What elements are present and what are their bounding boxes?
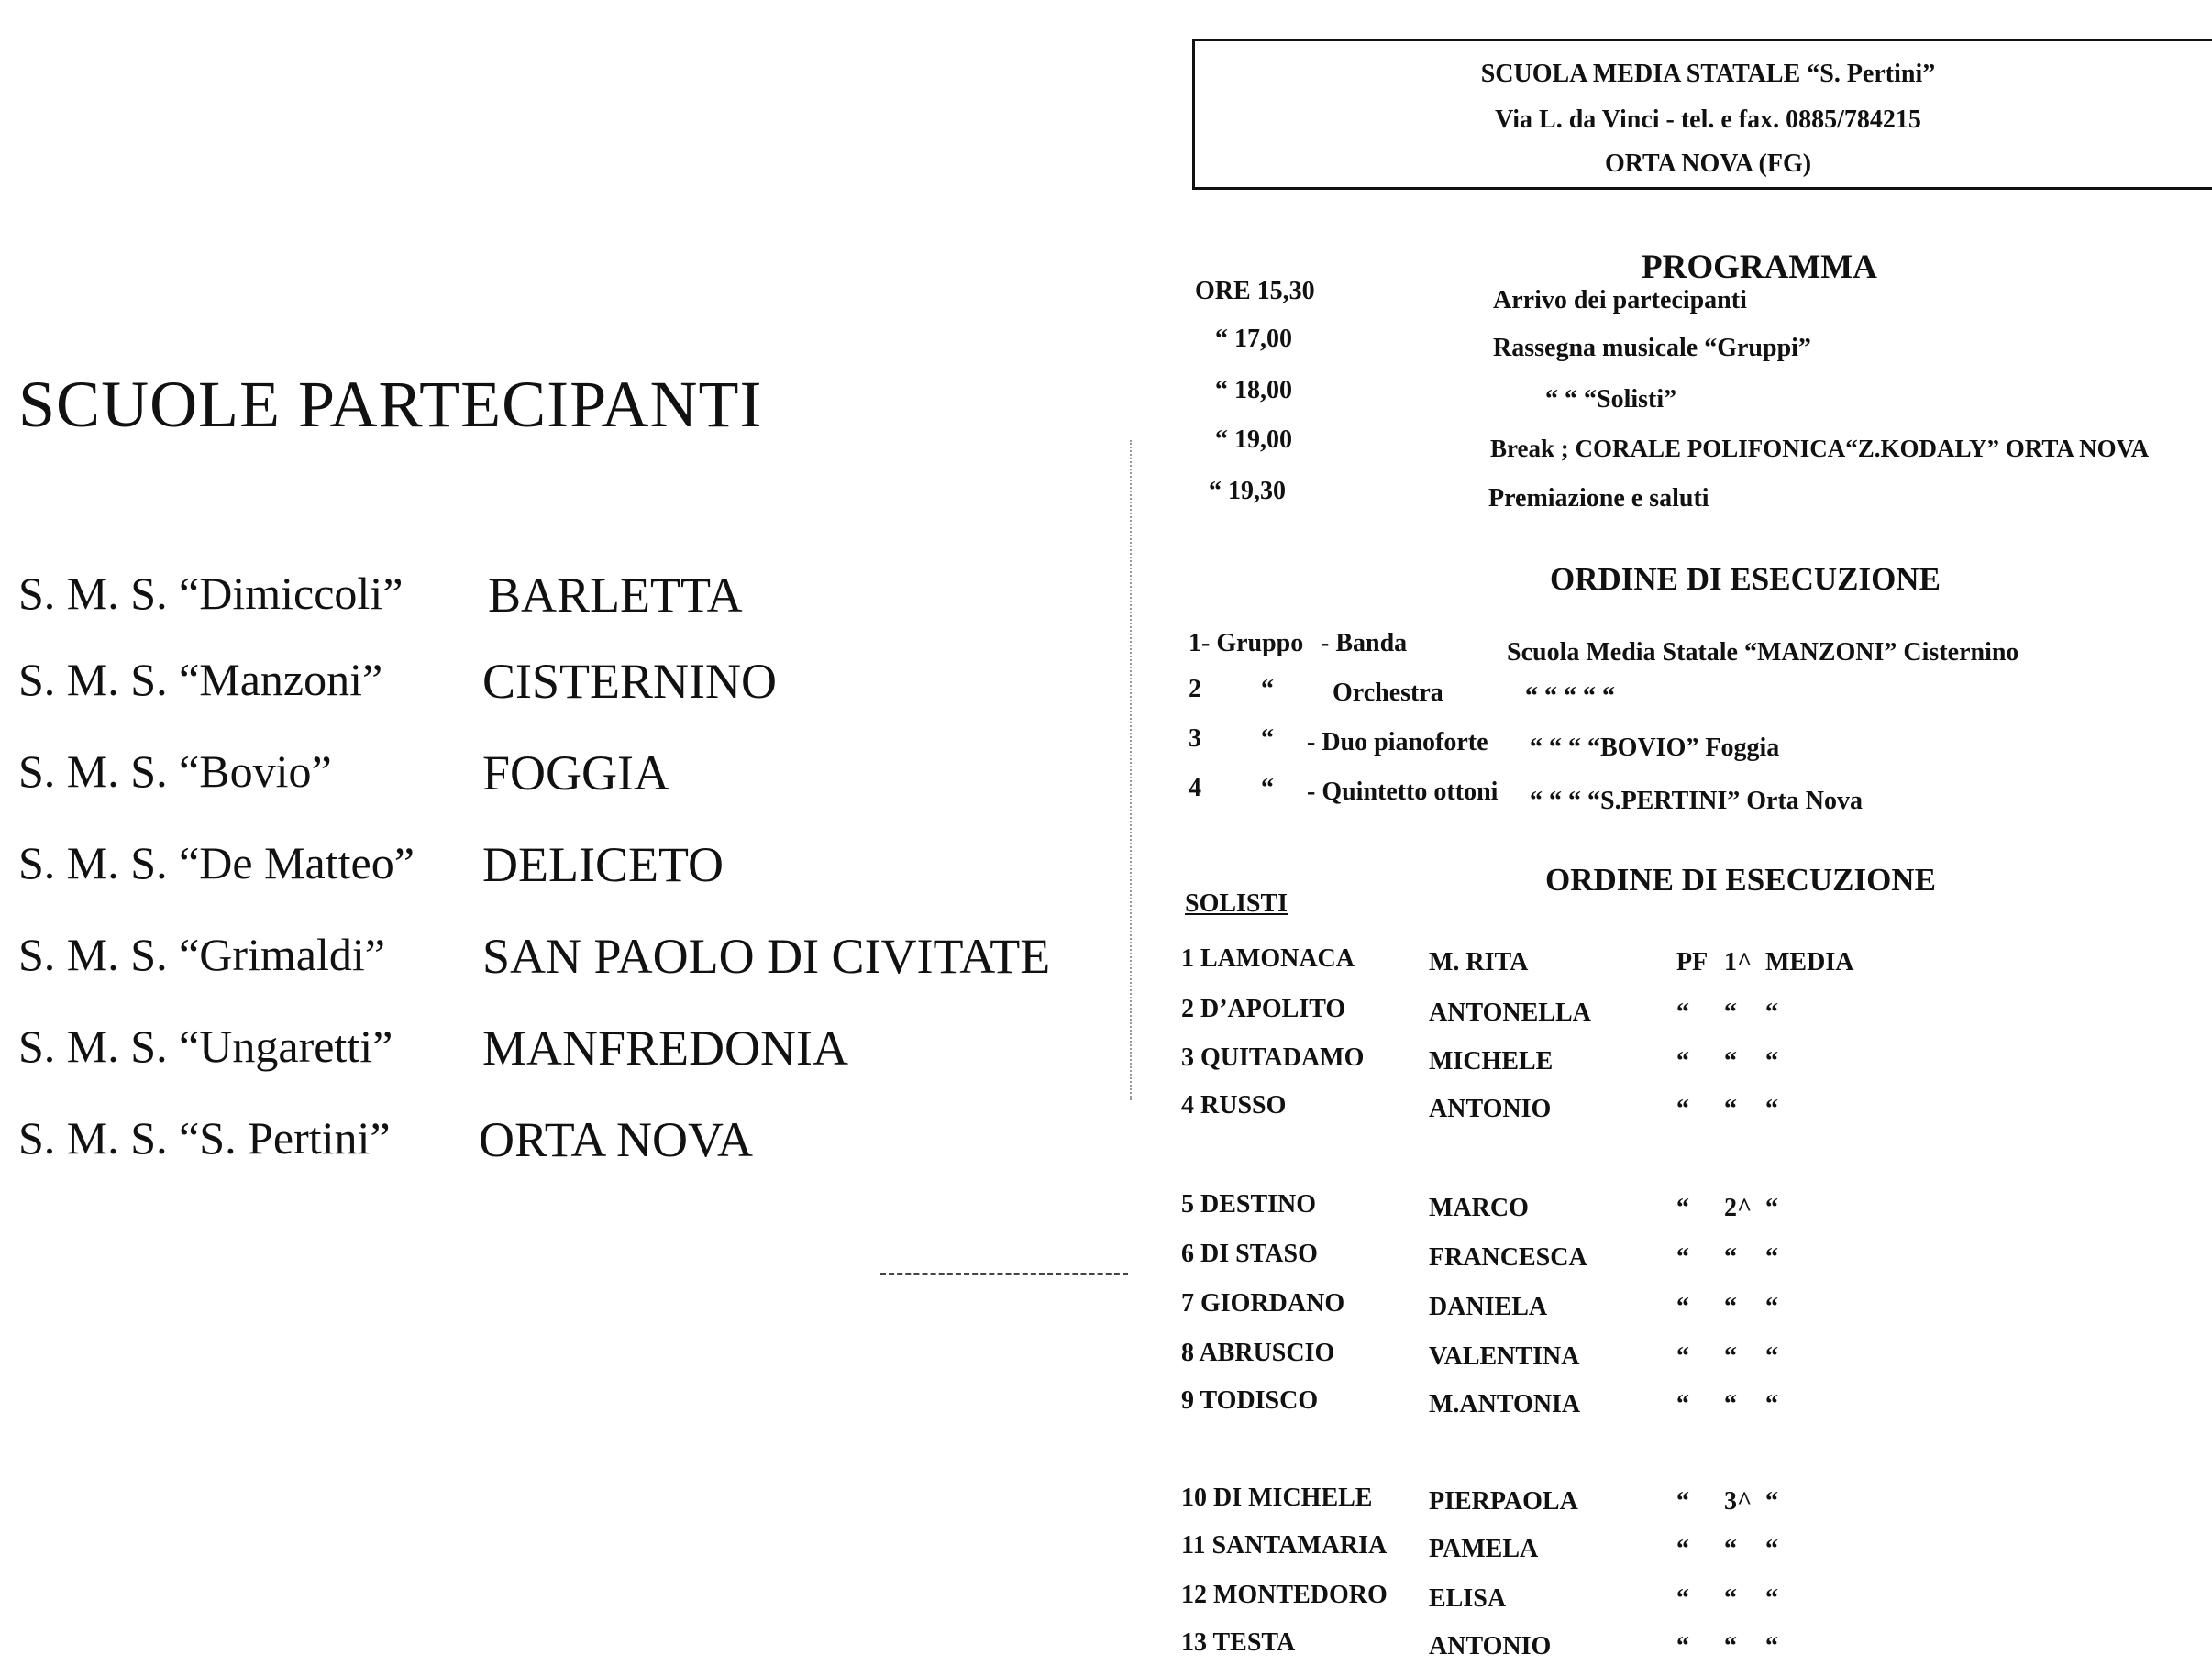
gruppi-title: ORDINE DI ESECUZIONE	[1550, 561, 1941, 597]
solista-number-surname: 3 QUITADAMO	[1181, 1043, 1365, 1072]
school-name: S. M. S. “S. Pertini”	[18, 1112, 391, 1164]
school-name: S. M. S. “Dimiccoli”	[18, 568, 404, 619]
school-name: S. M. S. “Ungaretti”	[18, 1021, 393, 1072]
gruppi-num: 1- Gruppo	[1189, 629, 1304, 657]
solista-school-level: “	[1765, 1390, 1778, 1418]
solista-first-name: ANTONIO	[1429, 1095, 1552, 1123]
solista-first-name: M.ANTONIA	[1429, 1390, 1581, 1418]
school-city: BARLETTA	[488, 568, 743, 623]
header-city: ORTA NOVA (FG)	[1604, 149, 1812, 178]
gruppi-num: 3	[1189, 724, 1201, 753]
solista-instrument: “	[1676, 1390, 1689, 1418]
solista-instrument: “	[1676, 1584, 1689, 1613]
solista-first-name: DANIELA	[1429, 1293, 1548, 1321]
solista-school-level: “	[1765, 998, 1778, 1027]
gruppi-ditto: “	[1261, 675, 1274, 703]
programma-title: PROGRAMMA	[1642, 248, 1877, 286]
solista-number-surname: 10 DI MICHELE	[1181, 1484, 1373, 1512]
solista-first-name: PIERPAOLA	[1429, 1487, 1578, 1516]
school-city: MANFREDONIA	[482, 1021, 849, 1076]
solista-number-surname: 1 LAMONACA	[1181, 944, 1355, 973]
programma-time: ORE 15,30	[1195, 277, 1315, 305]
solista-instrument: “	[1676, 1047, 1689, 1076]
solista-first-name: MICHELE	[1429, 1047, 1554, 1076]
solista-first-name: ANTONELLA	[1429, 998, 1591, 1027]
school-name: S. M. S. “De Matteo”	[18, 837, 415, 888]
header-address: Via L. da Vinci - tel. e fax. 0885/784215	[1495, 105, 1921, 134]
solisti-label: SOLISTI	[1185, 889, 1288, 918]
school-header-box	[1192, 39, 2212, 190]
school-city: CISTERNINO	[482, 654, 777, 709]
gruppi-num: 2	[1189, 675, 1201, 703]
solista-class: 3^	[1724, 1487, 1753, 1516]
solista-number-surname: 6 DI STASO	[1181, 1240, 1318, 1268]
programma-time: “ 19,00	[1215, 425, 1292, 454]
solista-instrument: PF	[1676, 948, 1709, 976]
solista-number-surname: 2 D’APOLITO	[1181, 995, 1346, 1023]
dashed-divider	[880, 1273, 1128, 1275]
solista-class: “	[1724, 1584, 1737, 1613]
solista-school-level: “	[1765, 1293, 1778, 1321]
gruppi-num: 4	[1189, 774, 1201, 802]
solista-class: “	[1724, 1293, 1737, 1321]
solista-instrument: “	[1676, 1293, 1689, 1321]
solista-school-level: “	[1765, 1342, 1778, 1371]
gruppi-school: Scuola Media Statale “MANZONI” Cisternino	[1507, 638, 2019, 667]
solista-first-name: PAMELA	[1429, 1535, 1539, 1563]
programma-event: Rassegna musicale “Gruppi”	[1493, 334, 1811, 362]
gruppi-school: “ “ “ “ “	[1525, 682, 1615, 711]
header-school-name: SCUOLA MEDIA STATALE “S. Pertini”	[1480, 60, 1936, 88]
solista-number-surname: 12 MONTEDORO	[1181, 1581, 1388, 1609]
solista-first-name: VALENTINA	[1429, 1342, 1580, 1371]
school-name: S. M. S. “Grimaldi”	[18, 929, 385, 980]
gruppi-school: “ “ “ “S.PERTINI” Orta Nova	[1530, 787, 1864, 815]
solista-instrument: “	[1676, 1194, 1689, 1222]
gruppi-type: - Banda	[1321, 629, 1408, 657]
school-city: SAN PAOLO DI CIVITATE	[482, 929, 1051, 984]
gruppi-ditto: “	[1261, 774, 1274, 802]
school-name: S. M. S. “Bovio”	[18, 745, 332, 797]
solista-number-surname: 4 RUSSO	[1181, 1091, 1287, 1120]
solista-class: 2^	[1724, 1194, 1753, 1222]
solista-number-surname: 11 SANTAMARIA	[1181, 1531, 1388, 1560]
gruppi-type: - Duo pianoforte	[1307, 728, 1488, 756]
solista-instrument: “	[1676, 1095, 1689, 1123]
gruppi-school: “ “ “ “BOVIO” Foggia	[1530, 734, 1780, 762]
gruppi-ditto: “	[1261, 724, 1274, 753]
solista-school-level: “	[1765, 1243, 1778, 1272]
gruppi-type: Orchestra	[1333, 679, 1443, 707]
solista-number-surname: 9 TODISCO	[1181, 1386, 1319, 1415]
solista-instrument: “	[1676, 1342, 1689, 1371]
solista-school-level: “	[1765, 1047, 1778, 1076]
solista-school-level: “	[1765, 1584, 1778, 1613]
solista-class: “	[1724, 1047, 1737, 1076]
solisti-title: ORDINE DI ESECUZIONE	[1545, 862, 1936, 898]
solista-number-surname: 7 GIORDANO	[1181, 1289, 1345, 1318]
programma-time: “ 18,00	[1215, 376, 1292, 404]
solista-class: “	[1724, 1243, 1737, 1272]
programma-event: Arrivo dei partecipanti	[1493, 286, 1747, 314]
solista-class: “	[1724, 1632, 1737, 1660]
gruppi-type: - Quintetto ottoni	[1307, 778, 1499, 806]
programma-event: Premiazione e saluti	[1488, 484, 1709, 513]
solista-number-surname: 13 TESTA	[1181, 1628, 1296, 1657]
solista-class: 1^	[1724, 948, 1753, 976]
school-city: ORTA NOVA	[479, 1112, 753, 1167]
fold-line	[1130, 440, 1132, 1100]
solista-school-level: “	[1765, 1095, 1778, 1123]
solista-school-level: “	[1765, 1194, 1778, 1222]
solista-number-surname: 5 DESTINO	[1181, 1190, 1317, 1219]
solista-class: “	[1724, 1095, 1737, 1123]
solista-first-name: MARCO	[1429, 1194, 1529, 1222]
solista-first-name: ELISA	[1429, 1584, 1507, 1613]
solista-school-level: “	[1765, 1632, 1778, 1660]
solista-first-name: ANTONIO	[1429, 1632, 1552, 1660]
solista-instrument: “	[1676, 1535, 1689, 1563]
solista-class: “	[1724, 1535, 1737, 1563]
solista-school-level: “	[1765, 1535, 1778, 1563]
solista-instrument: “	[1676, 1632, 1689, 1660]
programma-event: Break ; CORALE POLIFONICA“Z.KODALY” ORTA NOVA	[1490, 435, 2150, 462]
school-city: DELICETO	[482, 837, 724, 892]
solista-school-level: MEDIA	[1765, 948, 1854, 976]
solista-first-name: FRANCESCA	[1429, 1243, 1587, 1272]
programma-event: “ “ “Solisti”	[1545, 385, 1677, 414]
solista-instrument: “	[1676, 1243, 1689, 1272]
solista-class: “	[1724, 998, 1737, 1027]
school-city: FOGGIA	[482, 745, 670, 800]
solista-instrument: “	[1676, 998, 1689, 1027]
solista-class: “	[1724, 1342, 1737, 1371]
solista-first-name: M. RITA	[1429, 948, 1529, 976]
solista-number-surname: 8 ABRUSCIO	[1181, 1339, 1335, 1367]
solista-class: “	[1724, 1390, 1737, 1418]
school-name: S. M. S. “Manzoni”	[18, 654, 383, 705]
programma-time: “ 17,00	[1215, 325, 1292, 353]
programma-time: “ 19,30	[1209, 477, 1286, 505]
solista-instrument: “	[1676, 1487, 1689, 1516]
solista-school-level: “	[1765, 1487, 1778, 1516]
left-title: SCUOLE PARTECIPANTI	[18, 368, 763, 441]
